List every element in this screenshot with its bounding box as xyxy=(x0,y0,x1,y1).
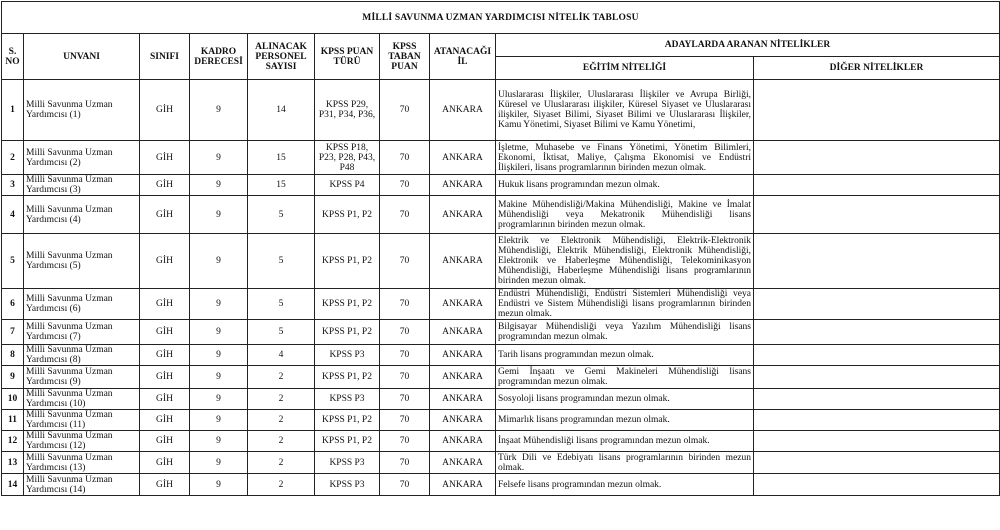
table-row xyxy=(2,410,1000,431)
cell-no: 9 xyxy=(2,366,24,389)
cell-diger xyxy=(754,345,1000,366)
header-il: ATANACAĞI İL xyxy=(430,34,496,80)
header-kadro: KADRO DERECESİ xyxy=(190,34,248,80)
cell-kadro: 9 xyxy=(190,389,248,410)
cell-il: ANKARA xyxy=(430,452,496,474)
cell-sinif: GİH xyxy=(140,80,190,141)
cell-kadro: 9 xyxy=(190,175,248,196)
cell-sinif: GİH xyxy=(140,141,190,175)
table-row xyxy=(2,345,1000,366)
cell-diger xyxy=(754,474,1000,496)
cell-unvan: Milli Savunma Uzman Yardımcısı (6) xyxy=(24,289,140,320)
header-nitelikler: ADAYLARDA ARANAN NİTELİKLER xyxy=(496,34,1000,57)
cell-puan-turu: KPSS P1, P2 xyxy=(315,366,380,389)
cell-egitim: Elektrik ve Elektronik Mühendisliği, Elektrik-Elektronik Mühendisliği, Elektrik Mühendisliği, Elektronik Mühendisliği, Elektronik ve Haberleşme Mühendisliği, Telekominikasyon Mühendisliği, Haberleşme Mühendisliği lisans programlarının birinden mezun olmak. xyxy=(496,234,754,289)
cell-sinif: GİH xyxy=(140,410,190,431)
cell-personel-sayisi: 2 xyxy=(248,389,315,410)
cell-kadro: 9 xyxy=(190,234,248,289)
cell-diger xyxy=(754,410,1000,431)
cell-diger xyxy=(754,196,1000,234)
table-row xyxy=(2,452,1000,474)
cell-egitim: Gemi İnşaatı ve Gemi Makineleri Mühendisliği lisans programından mezun olmak. xyxy=(496,366,754,389)
cell-personel-sayisi: 2 xyxy=(248,410,315,431)
cell-no: 11 xyxy=(2,410,24,431)
header-egitim: EĞİTİM NİTELİĞİ xyxy=(496,57,754,80)
cell-puan-turu: KPSS P3 xyxy=(315,452,380,474)
cell-taban-puan: 70 xyxy=(380,431,430,452)
cell-egitim: Sosyoloji lisans programından mezun olmak. xyxy=(496,389,754,410)
cell-puan-turu: KPSS P3 xyxy=(315,389,380,410)
cell-no: 14 xyxy=(2,474,24,496)
cell-taban-puan: 70 xyxy=(380,410,430,431)
cell-personel-sayisi: 2 xyxy=(248,431,315,452)
cell-il: ANKARA xyxy=(430,474,496,496)
cell-sinif: GİH xyxy=(140,452,190,474)
cell-no: 8 xyxy=(2,345,24,366)
cell-personel-sayisi: 5 xyxy=(248,234,315,289)
cell-unvan: Milli Savunma Uzman Yardımcısı (11) xyxy=(24,410,140,431)
cell-diger xyxy=(754,141,1000,175)
cell-personel-sayisi: 2 xyxy=(248,366,315,389)
cell-personel-sayisi: 5 xyxy=(248,320,315,345)
cell-unvan: Milli Savunma Uzman Yardımcısı (1) xyxy=(24,80,140,141)
cell-unvan: Milli Savunma Uzman Yardımcısı (12) xyxy=(24,431,140,452)
cell-egitim: Uluslararası İlişkiler, Uluslararası İlişkiler ve Avrupa Birliği, Küresel ve Uluslararası ilişkiler, Küresel Siyaset ve Uluslararası ilişkiler, Siyaset Bilimi, Siyaset Bilimi ve Uluslararası İlişkiler, Kamu Yönetimi, Siyaset Bilimi ve Kamu Yönetimi, xyxy=(496,80,754,141)
cell-kadro: 9 xyxy=(190,141,248,175)
table-row xyxy=(2,196,1000,234)
cell-kadro: 9 xyxy=(190,196,248,234)
cell-puan-turu: KPSS P1, P2 xyxy=(315,234,380,289)
cell-il: ANKARA xyxy=(430,345,496,366)
cell-sinif: GİH xyxy=(140,175,190,196)
cell-unvan: Milli Savunma Uzman Yardımcısı (7) xyxy=(24,320,140,345)
cell-kadro: 9 xyxy=(190,452,248,474)
cell-no: 10 xyxy=(2,389,24,410)
cell-kadro: 9 xyxy=(190,289,248,320)
cell-no: 7 xyxy=(2,320,24,345)
cell-diger xyxy=(754,80,1000,141)
table-row xyxy=(2,474,1000,496)
cell-sinif: GİH xyxy=(140,431,190,452)
cell-kadro: 9 xyxy=(190,320,248,345)
cell-no: 6 xyxy=(2,289,24,320)
cell-personel-sayisi: 5 xyxy=(248,196,315,234)
table-row xyxy=(2,175,1000,196)
cell-sinif: GİH xyxy=(140,474,190,496)
table-row xyxy=(2,289,1000,320)
cell-diger xyxy=(754,389,1000,410)
header-sinif: SINIFI xyxy=(140,34,190,80)
cell-egitim: İşletme, Muhasebe ve Finans Yönetimi, Yönetim Bilimleri, Ekonomi, İktisat, Maliye, Çalışma Ekonomisi ve Endüstri İlişkileri, lisans programlarının birinden mezun olmak. xyxy=(496,141,754,175)
cell-taban-puan: 70 xyxy=(380,345,430,366)
cell-unvan: Milli Savunma Uzman Yardımcısı (13) xyxy=(24,452,140,474)
cell-kadro: 9 xyxy=(190,431,248,452)
cell-il: ANKARA xyxy=(430,234,496,289)
cell-puan-turu: KPSS P1, P2 xyxy=(315,431,380,452)
cell-il: ANKARA xyxy=(430,196,496,234)
cell-taban-puan: 70 xyxy=(380,196,430,234)
cell-kadro: 9 xyxy=(190,410,248,431)
cell-unvan: Milli Savunma Uzman Yardımcısı (8) xyxy=(24,345,140,366)
cell-taban-puan: 70 xyxy=(380,234,430,289)
table-title: MİLLİ SAVUNMA UZMAN YARDIMCISI NİTELİK TABLOSU xyxy=(2,2,1000,34)
cell-diger xyxy=(754,431,1000,452)
cell-taban-puan: 70 xyxy=(380,474,430,496)
cell-puan-turu: KPSS P18, P23, P28, P43, P48 xyxy=(315,141,380,175)
table-row xyxy=(2,389,1000,410)
header-unvan: UNVANI xyxy=(24,34,140,80)
header-taban: KPSS TABAN PUAN xyxy=(380,34,430,80)
cell-kadro: 9 xyxy=(190,474,248,496)
cell-puan-turu: KPSS P1, P2 xyxy=(315,196,380,234)
cell-egitim: Felsefe lisans programından mezun olmak. xyxy=(496,474,754,496)
cell-egitim: Hukuk lisans programından mezun olmak. xyxy=(496,175,754,196)
cell-sinif: GİH xyxy=(140,234,190,289)
cell-no: 1 xyxy=(2,80,24,141)
cell-no: 5 xyxy=(2,234,24,289)
cell-sinif: GİH xyxy=(140,289,190,320)
cell-unvan: Milli Savunma Uzman Yardımcısı (3) xyxy=(24,175,140,196)
cell-personel-sayisi: 15 xyxy=(248,175,315,196)
table-row xyxy=(2,366,1000,389)
cell-sinif: GİH xyxy=(140,345,190,366)
cell-personel-sayisi: 2 xyxy=(248,474,315,496)
cell-sinif: GİH xyxy=(140,320,190,345)
cell-diger xyxy=(754,366,1000,389)
cell-diger xyxy=(754,320,1000,345)
table-body xyxy=(2,80,1000,496)
cell-kadro: 9 xyxy=(190,80,248,141)
cell-egitim: Tarih lisans programından mezun olmak. xyxy=(496,345,754,366)
cell-puan-turu: KPSS P1, P2 xyxy=(315,289,380,320)
cell-unvan: Milli Savunma Uzman Yardımcısı (4) xyxy=(24,196,140,234)
header-alinacak: ALINACAK PERSONEL SAYISI xyxy=(248,34,315,80)
cell-personel-sayisi: 4 xyxy=(248,345,315,366)
cell-egitim: Makine Mühendisliği/Makina Mühendisliği, Makine ve İmalat Mühendisliği veya Mekatronik Mühendisliği lisans programlarının birinden mezun olmak. xyxy=(496,196,754,234)
cell-taban-puan: 70 xyxy=(380,389,430,410)
cell-egitim: Mimarlık lisans programından mezun olmak. xyxy=(496,410,754,431)
table-row xyxy=(2,320,1000,345)
cell-il: ANKARA xyxy=(430,410,496,431)
cell-taban-puan: 70 xyxy=(380,366,430,389)
header-no: S. NO xyxy=(2,34,24,80)
cell-egitim: İnşaat Mühendisliği lisans programından mezun olmak. xyxy=(496,431,754,452)
cell-diger xyxy=(754,452,1000,474)
table-row xyxy=(2,431,1000,452)
cell-il: ANKARA xyxy=(430,366,496,389)
cell-no: 12 xyxy=(2,431,24,452)
cell-diger xyxy=(754,234,1000,289)
cell-personel-sayisi: 5 xyxy=(248,289,315,320)
cell-il: ANKARA xyxy=(430,389,496,410)
cell-personel-sayisi: 14 xyxy=(248,80,315,141)
cell-il: ANKARA xyxy=(430,141,496,175)
cell-puan-turu: KPSS P29, P31, P34, P36, xyxy=(315,80,380,141)
cell-il: ANKARA xyxy=(430,431,496,452)
cell-no: 2 xyxy=(2,141,24,175)
header-diger: DİĞER NİTELİKLER xyxy=(754,57,1000,80)
cell-puan-turu: KPSS P3 xyxy=(315,474,380,496)
cell-unvan: Milli Savunma Uzman Yardımcısı (5) xyxy=(24,234,140,289)
cell-taban-puan: 70 xyxy=(380,289,430,320)
table-row xyxy=(2,141,1000,175)
cell-taban-puan: 70 xyxy=(380,175,430,196)
cell-puan-turu: KPSS P3 xyxy=(315,345,380,366)
cell-kadro: 9 xyxy=(190,366,248,389)
cell-egitim: Endüstri Mühendisliği, Endüstri Sistemleri Mühendisliği veya Endüstri ve Sistem Mühendisliği lisans programlarının birinden mezun olmak. xyxy=(496,289,754,320)
cell-il: ANKARA xyxy=(430,289,496,320)
cell-il: ANKARA xyxy=(430,320,496,345)
cell-il: ANKARA xyxy=(430,80,496,141)
table-row xyxy=(2,234,1000,289)
cell-egitim: Türk Dili ve Edebiyatı lisans programlarının birinden mezun olmak. xyxy=(496,452,754,474)
cell-diger xyxy=(754,289,1000,320)
table-row xyxy=(2,80,1000,141)
cell-personel-sayisi: 2 xyxy=(248,452,315,474)
cell-no: 13 xyxy=(2,452,24,474)
cell-unvan: Milli Savunma Uzman Yardımcısı (9) xyxy=(24,366,140,389)
qualification-table xyxy=(1,1,1000,496)
cell-taban-puan: 70 xyxy=(380,320,430,345)
cell-puan-turu: KPSS P4 xyxy=(315,175,380,196)
cell-sinif: GİH xyxy=(140,196,190,234)
cell-no: 4 xyxy=(2,196,24,234)
cell-egitim: Bilgisayar Mühendisliği veya Yazılım Mühendisliği lisans programından mezun olmak. xyxy=(496,320,754,345)
cell-no: 3 xyxy=(2,175,24,196)
cell-il: ANKARA xyxy=(430,175,496,196)
cell-puan-turu: KPSS P1, P2 xyxy=(315,410,380,431)
cell-puan-turu: KPSS P1, P2 xyxy=(315,320,380,345)
cell-sinif: GİH xyxy=(140,389,190,410)
cell-kadro: 9 xyxy=(190,345,248,366)
cell-taban-puan: 70 xyxy=(380,452,430,474)
cell-sinif: GİH xyxy=(140,366,190,389)
header-puan-turu: KPSS PUAN TÜRÜ xyxy=(315,34,380,80)
cell-unvan: Milli Savunma Uzman Yardımcısı (10) xyxy=(24,389,140,410)
cell-diger xyxy=(754,175,1000,196)
cell-taban-puan: 70 xyxy=(380,141,430,175)
cell-unvan: Milli Savunma Uzman Yardımcısı (14) xyxy=(24,474,140,496)
cell-taban-puan: 70 xyxy=(380,80,430,141)
cell-personel-sayisi: 15 xyxy=(248,141,315,175)
cell-unvan: Milli Savunma Uzman Yardımcısı (2) xyxy=(24,141,140,175)
